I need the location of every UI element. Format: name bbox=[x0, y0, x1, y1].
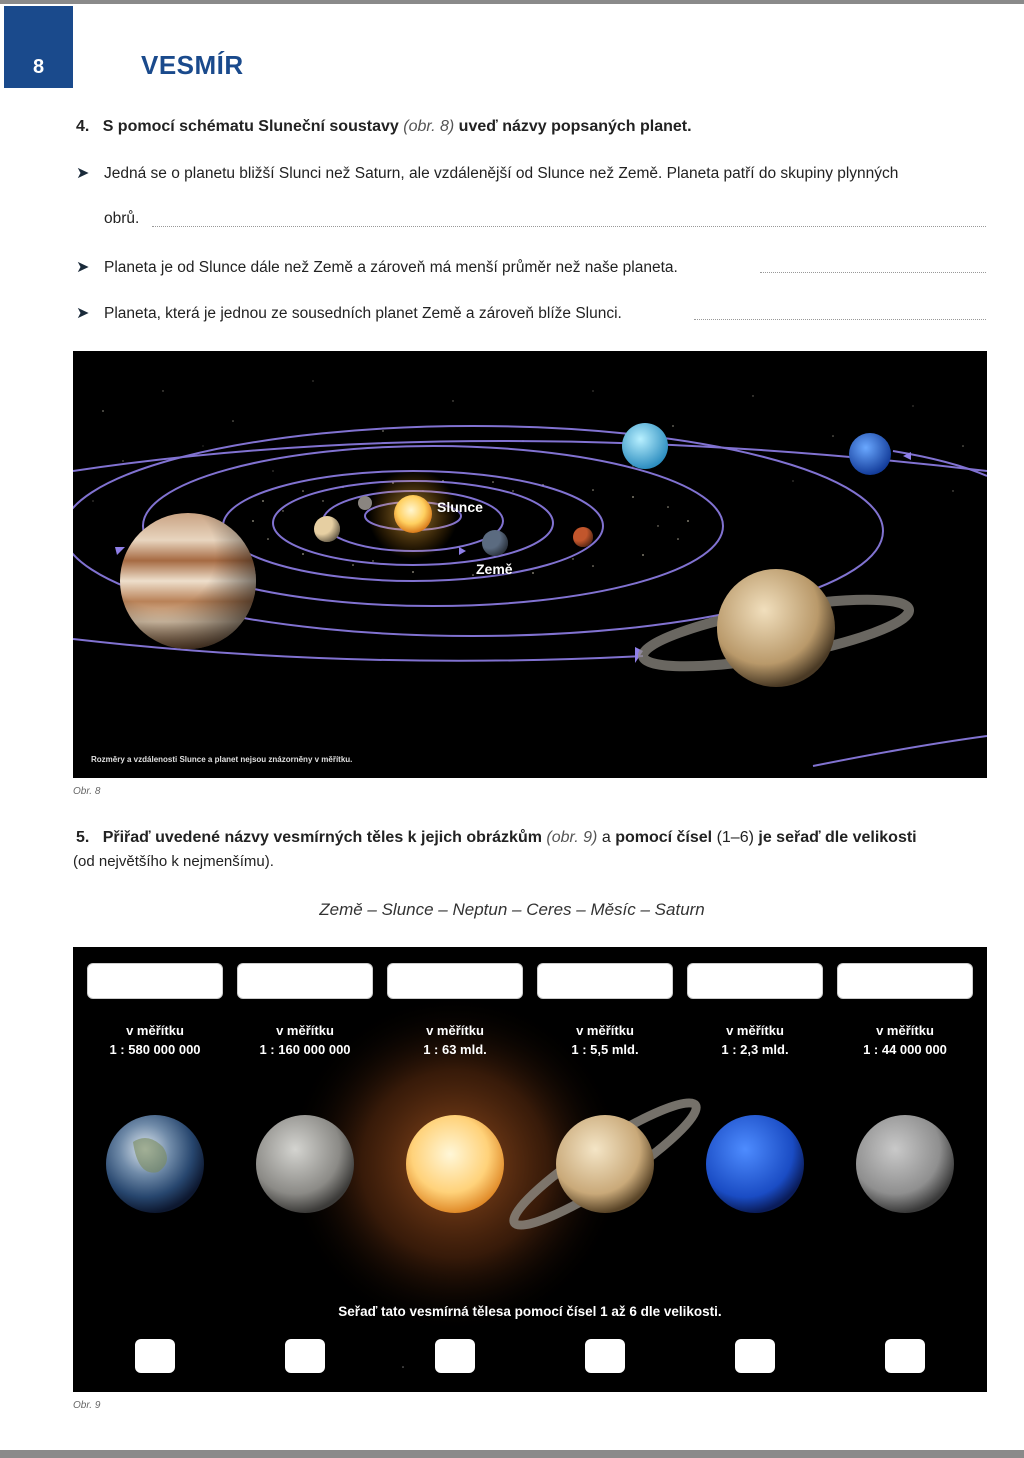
arrow-bullet-icon: ➤ bbox=[76, 305, 90, 322]
arrow-bullet-icon: ➤ bbox=[76, 165, 90, 182]
task5-number: 5. bbox=[76, 829, 90, 846]
name-box-2[interactable] bbox=[237, 963, 373, 999]
neptune-planet bbox=[849, 433, 891, 475]
task4-item-1-text2: obrů. bbox=[104, 210, 140, 227]
sorting-instruction: Seřaď tato vesmírná tělesa pomocí čísel 1 až 6 dle velikosti. bbox=[338, 1304, 722, 1319]
arrow-bullet-icon: ➤ bbox=[76, 259, 90, 276]
scale-label-3 bbox=[380, 1021, 530, 1059]
answer-line-3[interactable] bbox=[694, 319, 986, 320]
task4-item-1-text: Jedná se o planetu bližší Slunci než Saturn, ale vzdálenější od Slunce než Země. Planeta patří do skupiny plynných bbox=[104, 165, 899, 182]
task4-item-1-line2 bbox=[104, 210, 139, 228]
top-border bbox=[0, 0, 1024, 4]
bodies-svg bbox=[73, 947, 987, 1392]
bottom-border bbox=[0, 1450, 1024, 1458]
name-box-5[interactable] bbox=[687, 963, 823, 999]
name-box-1[interactable] bbox=[87, 963, 223, 999]
scale-prefix: v měřítku bbox=[576, 1023, 634, 1038]
task5-heading bbox=[76, 829, 917, 847]
neptune-image bbox=[706, 1115, 804, 1213]
label-sun: Slunce bbox=[437, 499, 483, 515]
scale-prefix: v měřítku bbox=[726, 1023, 784, 1038]
chapter-title: VESMÍR bbox=[141, 50, 244, 80]
task5-ref: (obr. 9) bbox=[546, 829, 598, 846]
task4-item-2 bbox=[76, 257, 678, 277]
task4-number: 4. bbox=[76, 118, 90, 135]
label-earth: Země bbox=[476, 561, 513, 577]
uranus-planet bbox=[622, 423, 668, 469]
mercury-planet bbox=[358, 496, 372, 510]
scale-label-2 bbox=[230, 1021, 380, 1059]
scale-prefix: v měřítku bbox=[276, 1023, 334, 1038]
scale-label-4 bbox=[530, 1021, 680, 1059]
name-box-3[interactable] bbox=[387, 963, 523, 999]
task4-text: S pomocí schématu Sluneční soustavy bbox=[102, 118, 399, 135]
number-box-1[interactable] bbox=[135, 1339, 175, 1373]
task5-a: a bbox=[601, 829, 611, 846]
scale-prefix: v měřítku bbox=[876, 1023, 934, 1038]
moon-image bbox=[256, 1115, 354, 1213]
figure-note: Rozměry a vzdálenosti Slunce a planet nejsou znázorněny v měřítku. bbox=[91, 755, 353, 764]
task4-item-3 bbox=[76, 303, 622, 323]
answer-line-1[interactable] bbox=[152, 226, 986, 227]
task4-heading bbox=[76, 118, 692, 136]
scale-value: 1 : 5,5 mld. bbox=[571, 1042, 639, 1057]
task5-range: (1–6) bbox=[716, 829, 754, 846]
scale-label-1 bbox=[80, 1021, 230, 1059]
bodies-figure bbox=[73, 947, 987, 1392]
figure8-caption: Obr. 8 bbox=[73, 786, 101, 797]
name-box-6[interactable] bbox=[837, 963, 973, 999]
task4-item-3-text: Planeta, která je jednou ze sousedních planet Země a zároveň blíže Slunci. bbox=[104, 305, 622, 322]
task4-ref: (obr. 8) bbox=[403, 118, 455, 135]
scale-value: 1 : 63 mld. bbox=[423, 1042, 487, 1057]
scale-value: 1 : 44 000 000 bbox=[863, 1042, 947, 1057]
page-number-tab bbox=[4, 6, 73, 88]
scale-label-5 bbox=[680, 1021, 830, 1059]
task5-text3: je seřaď dle velikosti bbox=[758, 829, 917, 846]
solar-system-svg bbox=[73, 351, 987, 778]
task4-text2: uveď názvy popsaných planet. bbox=[458, 118, 692, 135]
scale-prefix: v měřítku bbox=[126, 1023, 184, 1038]
number-box-3[interactable] bbox=[435, 1339, 475, 1373]
scale-value: 1 : 2,3 mld. bbox=[721, 1042, 789, 1057]
scale-prefix: v měřítku bbox=[426, 1023, 484, 1038]
task5-text: Přiřaď uvedené názvy vesmírných těles k jejich obrázkům bbox=[102, 829, 542, 846]
number-box-4[interactable] bbox=[585, 1339, 625, 1373]
figure9-caption: Obr. 9 bbox=[73, 1400, 101, 1411]
number-box-6[interactable] bbox=[885, 1339, 925, 1373]
task5-line2: (od největšího k nejmenšímu). bbox=[73, 853, 274, 870]
solar-system-diagram bbox=[73, 351, 987, 778]
body-names-list: Země – Slunce – Neptun – Ceres – Měsíc – Saturn bbox=[319, 900, 705, 919]
task4-item-2-text: Planeta je od Slunce dále než Země a zároveň má menší průměr než naše planeta. bbox=[104, 259, 678, 276]
name-box-4[interactable] bbox=[537, 963, 673, 999]
scale-value: 1 : 160 000 000 bbox=[259, 1042, 351, 1057]
saturn-planet bbox=[717, 569, 835, 687]
page-number: 8 bbox=[32, 56, 45, 78]
scale-label-6 bbox=[830, 1021, 980, 1059]
ceres-image bbox=[856, 1115, 954, 1213]
task5-text2: pomocí čísel bbox=[615, 829, 713, 846]
task4-item-1 bbox=[76, 163, 898, 183]
answer-line-2[interactable] bbox=[760, 272, 986, 273]
scale-value: 1 : 580 000 000 bbox=[109, 1042, 201, 1057]
saturn-image bbox=[556, 1115, 654, 1213]
sun-planet bbox=[394, 495, 432, 533]
sun-image bbox=[406, 1115, 504, 1213]
number-box-2[interactable] bbox=[285, 1339, 325, 1373]
number-box-5[interactable] bbox=[735, 1339, 775, 1373]
